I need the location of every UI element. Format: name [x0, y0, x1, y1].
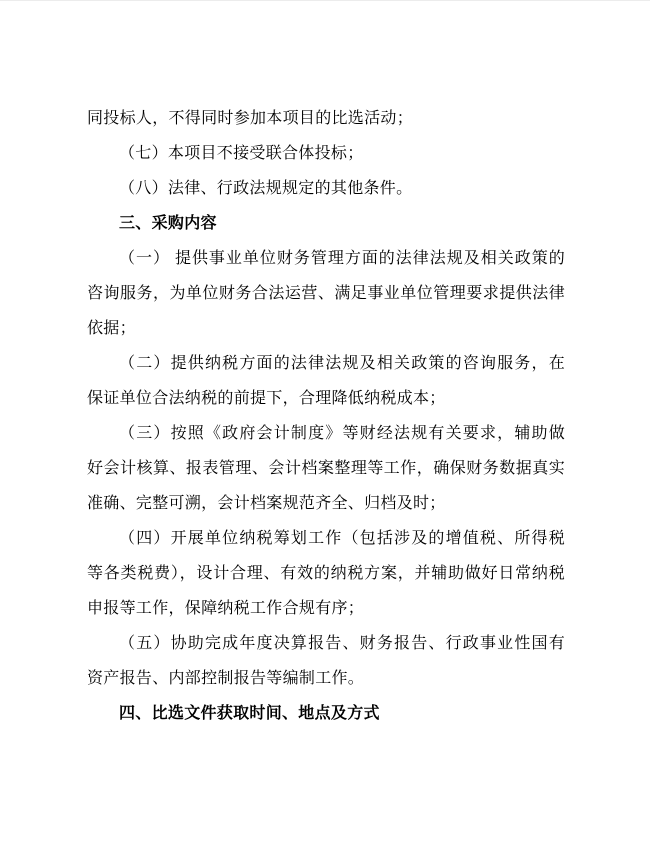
body-line: 等各类税费），设计合理、有效的纳税方案，并辅助做好日常纳税: [87, 565, 565, 582]
body-line: （一） 提供事业单位财务管理方面的法律法规及相关政策的: [119, 250, 565, 267]
body-line: 准确、完整可溯，会计档案规范齐全、归档及时；: [87, 495, 446, 512]
body-line: 好会计核算、报表管理、会计档案整理等工作，确保财务数据真实: [87, 460, 565, 477]
body-line: 申报等工作，保障纳税工作合规有序；: [87, 600, 365, 617]
section-4-heading: [87, 696, 565, 731]
item-2-paragraph: [87, 346, 565, 416]
item-3-paragraph: [87, 416, 565, 521]
item-4-paragraph: [87, 521, 565, 626]
body-line: （八）法律、行政法规规定的其他条件。: [119, 180, 413, 197]
body-line: （四）开展单位纳税筹划工作（包括涉及的增值税、所得税: [119, 530, 565, 547]
body-line: 资产报告、内部控制报告等编制工作。: [87, 670, 365, 687]
continuation-paragraph: [87, 101, 565, 136]
body-line: 依据；: [87, 320, 136, 337]
heading-line: 三、采购内容: [119, 215, 217, 232]
item-7-paragraph: [87, 136, 565, 171]
item-1-paragraph: [87, 241, 565, 346]
item-8-paragraph: [87, 171, 565, 206]
heading-line: 四、比选文件获取时间、地点及方式: [119, 705, 380, 722]
body-line: （二）提供纳税方面的法律法规及相关政策的咨询服务，在: [119, 355, 565, 372]
body-line: 咨询服务，为单位财务合法运营、满足事业单位管理要求提供法律: [87, 285, 565, 302]
body-line: （五）协助完成年度决算报告、财务报告、行政事业性国有: [119, 635, 565, 652]
body-line: 同投标人，不得同时参加本项目的比选活动；: [87, 110, 414, 127]
section-3-heading: [87, 206, 565, 241]
body-line: （三）按照《政府会计制度》等财经法规有关要求，辅助做: [119, 425, 565, 442]
item-5-paragraph: [87, 626, 565, 696]
body-line: 保证单位合法纳税的前提下，合理降低纳税成本；: [87, 390, 446, 407]
body-line: （七）本项目不接受联合体投标；: [119, 145, 364, 162]
